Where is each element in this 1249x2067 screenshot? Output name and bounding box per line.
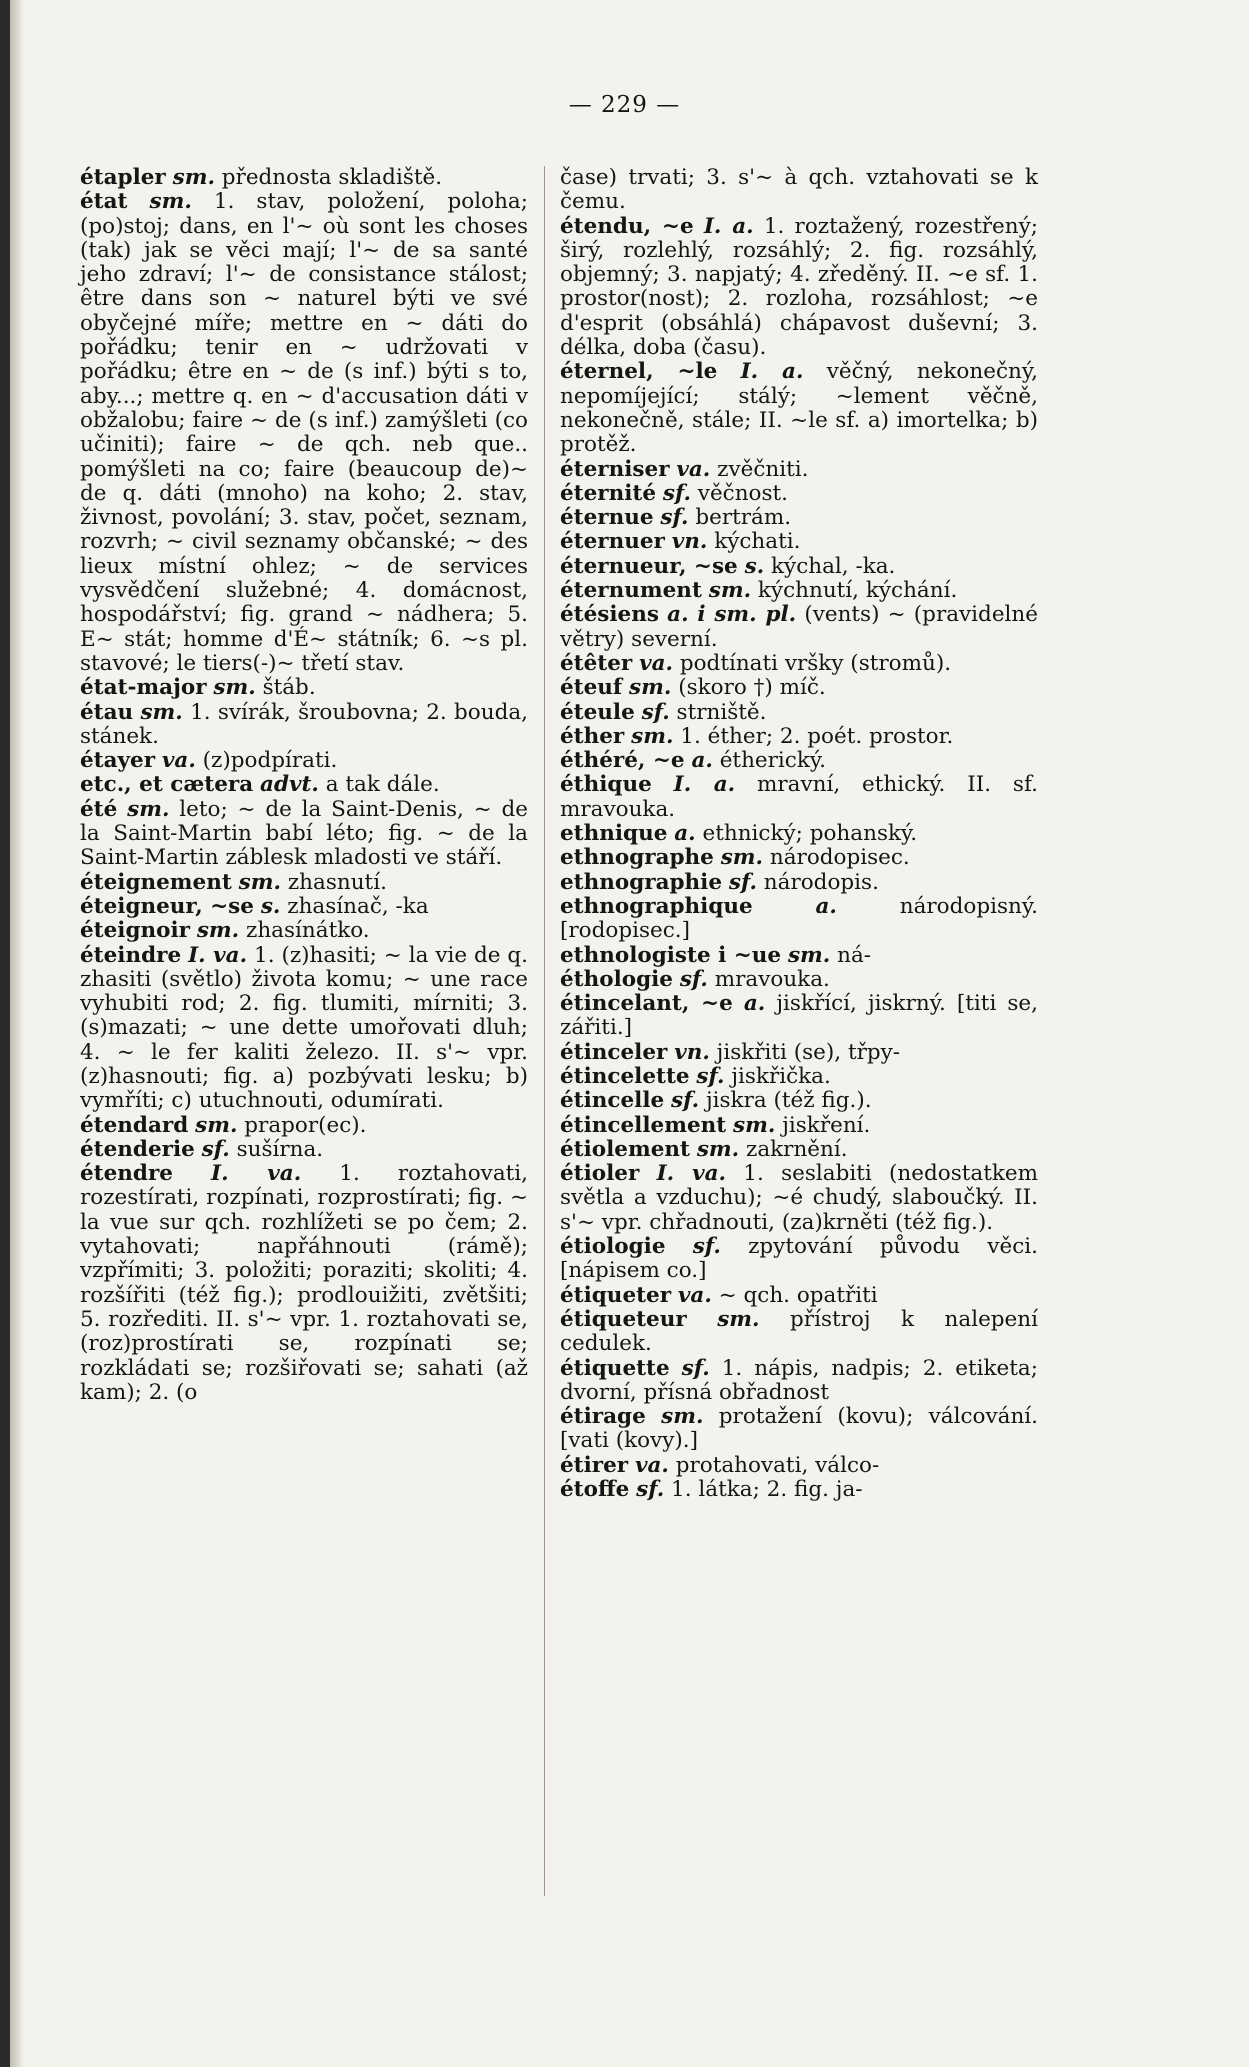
definition-text: kýchati. [714,529,801,555]
dictionary-entry [560,1284,1038,1308]
grammar-label: sm. [787,942,831,968]
definition-text: ethnický; pohanský. [702,821,918,847]
headword: étincellement [560,1112,727,1138]
headword: étiolement [560,1136,690,1162]
dictionary-entry [560,506,1038,530]
left-column [80,166,528,1405]
grammar-label: a. i sm. pl. [667,602,797,628]
definition-text: 1. roztahovati, rozestírati, rozpínati, rozprostírati; fig. ~ la vue sur qch. rozhlížeti se po čem; 2. vytahovati; napřáhnouti (rámě); vzpřímiti; 3. položiti; poraziti; skoliti; 4. rozšířiti (též fig.); prodlouižiti, zvětšiti; 5. rozřediti. II. s'~ vpr. 1. roztahovati se, (roz)prostírati se, rozpínati se; rozkládati se; rozšiřovati se; sahati (až kam); 2. (o [80,1161,528,1405]
definition-text: národopisný. [rodopisec.] [560,893,1038,944]
headword: éternuer [560,529,665,555]
grammar-label: sf. [660,505,689,531]
dictionary-entry [80,798,528,871]
definition-text: 1. stav, položení, poloha; (po)stoj; dans, en l'~ où sont les choses (tak) jak se věci mají; l'~ de sa santé jeho zdraví; l'~ de consistance stálost; être dans son ~ naturel býti ve své obyčejné míře; mettre en ~ dáti do pořádku; tenir en ~ udržovati v pořádku; être en ~ de (s inf.) býti s to, aby...; mettre q. en ~ d'accusation dáti v obžalobu; faire ~ de (s inf.) zamýšleti (co učiniti); faire ~ de qch. neb que.. pomýšleti na co; faire (beaucoup de)~ de q. dáti (mnoho) na koho; 2. stav, živnost, povolání; 3. stav, počet, seznam, rozvrh; ~ civil seznamy občanské; ~ des lieux místní ohlez; ~ de services vysvědčení služebné; 4. domácnost, hospodářství; fig. grand ~ nádhera; 5. E~ stát; homme d'É~ státník; 6. ~s pl. stavové; le tiers(-)~ třetí stav. [80,189,528,676]
definition-text: (z)podpírati. [202,748,338,774]
dictionary-entry [560,895,1038,944]
definition-text: věčný, nekonečný, nepomíjející; stálý; ~lement věčně, nekonečně, stále; II. ~le sf. a) imortelka; b) protěž. [560,359,1038,458]
dictionary-entry [560,773,1038,822]
dictionary-entry [80,1138,528,1162]
grammar-label: advt. [260,772,319,798]
grammar-label: sm. [720,845,764,871]
grammar-label: sm. [172,165,215,190]
grammar-label: sm. [140,699,183,725]
grammar-label: sm. [733,1112,776,1138]
definition-text: mravouka. [714,966,830,992]
definition-text: 1. roztažený, rozestřený; širý, rozlehlý, rozsáhlý; 2. fig. rozsáhlý, objemný; 3. napjatý; 4. zředěný. II. ~e sf. 1. prostor(nost); 2. rozloha, rozsáhlost; ~e d'esprit (obsáhlá) chápavost duševní; 3. délka, doba (času). [560,213,1038,361]
dictionary-entry [560,166,1038,215]
dictionary-entry [80,749,528,773]
headword: étêter [560,650,633,676]
headword: étiqueter [560,1282,672,1308]
definition-text: štáb. [262,675,316,701]
dictionary-entry [560,579,1038,603]
definition-text: ná- [837,942,872,968]
dictionary-entry [560,701,1038,725]
grammar-label: sm. [196,918,240,944]
definition-text: jiskřící, jiskrný. [titi se, zářiti.] [560,991,1038,1041]
definition-text: leto; ~ de la Saint-Denis, ~ de la Saint-Martin babí léto; fig. ~ de la Saint-Martin záblesk mladosti ve stáří. [80,796,528,871]
headword: étendu, ~e [560,213,694,239]
grammar-label: va. [634,1452,669,1478]
dictionary-entry [560,1235,1038,1284]
definition-text: přednosta skladiště. [221,165,443,190]
grammar-label: va. [639,650,673,676]
dictionary-entry [560,749,1038,773]
grammar-label: va. [676,456,711,482]
headword: éteigneur, ~se [80,893,254,919]
headword: éthique [560,772,652,798]
headword: éternument [560,578,702,604]
headword: étiologie [560,1234,666,1260]
scan-edge-shadow [10,0,24,2067]
definition-text: (skoro †) míč. [678,675,826,701]
definition-text: mravní, ethický. II. sf. mravouka. [560,772,1038,822]
grammar-label: I. va. [656,1161,726,1187]
headword: étendre [80,1161,173,1187]
dictionary-entry [80,871,528,895]
headword: état [80,189,128,215]
definition-text: prapor(ec). [244,1112,367,1138]
dictionary-entry [80,773,528,797]
dictionary-entry [560,725,1038,749]
headword: étincelette [560,1063,690,1089]
dictionary-entry [560,652,1038,676]
dictionary-entry [80,701,528,750]
grammar-label: sf. [679,966,708,992]
definition-text: zhasínač, -ka [287,893,429,919]
definition-text: přístroj k nalepení cedulek. [560,1306,1039,1357]
definition-text: bertrám. [695,505,792,531]
dictionary-entry [560,555,1038,579]
headword: éternueur, ~se [560,553,738,579]
dictionary-entry [560,1308,1038,1357]
dictionary-entry [560,992,1038,1041]
headword: éternel, ~le [560,359,718,385]
headword: éteignement [80,869,232,895]
grammar-label: sm. [238,869,281,895]
dictionary-entry [560,1041,1038,1065]
grammar-label: s. [744,553,765,579]
right-column [560,166,1038,1502]
grammar-label: sf. [636,1477,665,1503]
headword: éteindre [80,942,182,968]
dictionary-entry [80,1162,528,1405]
headword: étoffe [560,1477,630,1503]
definition-text: 1. svírák, šroubovna; 2. bouda, stánek. [80,699,528,749]
grammar-label: vn. [674,1039,710,1065]
dictionary-entry [560,458,1038,482]
grammar-label: sm. [149,189,192,215]
grammar-label: sf. [641,699,670,725]
headword: éteule [560,699,635,725]
definition-text: věčnost. [697,480,789,506]
definition-text: étherický. [719,748,826,774]
definition-text: 1. (z)hasiti; ~ la vie de q. zhasiti (světlo) života komu; ~ une race vyhubiti rod; 2. fig. tlumiti, mírniti; 3. (s)mazati; ~ une dette umořovati dluh; 4. ~ le fer kaliti železo. II. s'~ vpr. (z)hasnouti; fig. a) pozbývati lesku; b) vymříti; c) utuchnouti, odumírati. [80,942,529,1114]
grammar-label: sm. [708,578,752,604]
definition-text: kýchnutí, kýchání. [757,578,958,604]
dictionary-entry [560,1114,1038,1138]
dictionary-entry [560,1405,1038,1454]
headword: étirage [560,1404,646,1430]
headword: étincelle [560,1088,665,1114]
headword: étirer [560,1452,629,1478]
grammar-label: sf. [728,869,757,895]
dictionary-entry [560,1478,1038,1502]
headword: éteignoir [80,918,190,944]
grammar-label: sf. [201,1136,230,1162]
grammar-label: sm. [127,796,170,822]
definition-text: národopis. [763,869,879,895]
definition-text: zvěčniti. [717,456,809,482]
headword: été [80,796,118,822]
dictionary-entry [80,944,528,1114]
definition-text: (vents) ~ (pravidelné větry) severní. [560,602,1038,652]
scan-binding-edge [0,0,10,2067]
dictionary-entry [560,676,1038,700]
dictionary-entry [560,1065,1038,1089]
headword: éternité [560,480,657,506]
grammar-label: sf. [692,1234,721,1260]
definition-text: zpytování původu věci. [nápisem co.] [560,1234,1039,1284]
headword: ethnographe [560,845,714,871]
definition-text: podtínati vršky (stromů). [679,650,952,676]
dictionary-entry [560,1138,1038,1162]
definition-text: zhasnutí. [287,869,387,895]
headword: étiqueteur [560,1306,687,1332]
definition-text: 1. nápis, nadpis; 2. etiketa; dvorní, přísná obřadnost [560,1355,1038,1405]
headword: ethnographique [560,893,753,919]
grammar-label: sm. [696,1136,740,1162]
headword: étayer [80,748,156,774]
dictionary-entry [560,603,1038,652]
grammar-label: sf. [696,1063,725,1089]
dictionary-entry [80,190,528,676]
definition-text: jiskřička. [731,1063,831,1089]
grammar-label: sm. [631,723,674,749]
grammar-label: sf. [671,1088,700,1114]
grammar-label: sm. [195,1112,238,1138]
headword: éthologie [560,966,673,992]
grammar-label: sm. [717,1306,760,1332]
grammar-label: vn. [671,529,708,555]
headword: ethnologiste i ~ue [560,942,782,968]
definition-text: 1. éther; 2. poét. prostor. [680,723,954,749]
grammar-label: a. [815,893,837,919]
headword: étiquette [560,1355,670,1381]
headword: étincelant, ~e [560,991,733,1017]
dictionary-entry [560,822,1038,846]
grammar-label: sf. [681,1355,710,1381]
headword: étendard [80,1112,189,1138]
definition-text: čase) trvati; 3. s'~ à qch. vztahovati se k čemu. [560,165,1038,215]
headword: ethnique [560,821,668,847]
definition-text: a tak dále. [325,772,440,798]
definition-text: jiskření. [782,1112,871,1138]
grammar-label: I. a. [740,359,804,385]
dictionary-entry [560,968,1038,992]
grammar-label: sm. [213,675,256,701]
definition-text: 1. látka; 2. fig. ja- [671,1477,863,1503]
grammar-label: s. [260,893,281,919]
dictionary-entry [560,846,1038,870]
headword: étioler [560,1161,640,1187]
headword: étenderie [80,1136,195,1162]
definition-text: národopisec. [769,845,910,871]
dictionary-entry [560,1357,1038,1406]
dictionary-entry [560,871,1038,895]
definition-text: strniště. [676,699,767,725]
grammar-label: va. [161,748,196,774]
dictionary-entry [80,919,528,943]
definition-text: kýchal, -ka. [771,553,896,579]
headword: éthéré, ~e [560,748,685,774]
dictionary-entry [560,1162,1038,1235]
dictionary-entry [560,360,1038,457]
headword: éternue [560,505,654,531]
dictionary-entry [80,166,528,190]
definition-text: protažení (kovu); válcování. [vati (kovy).] [560,1404,1038,1454]
headword: étapler [80,165,166,190]
definition-text: sušírna. [236,1136,324,1162]
headword: état-major [80,675,207,701]
grammar-label: sm. [629,675,672,701]
headword: éteuf [560,675,623,701]
dictionary-entry [560,482,1038,506]
grammar-label: sf. [662,480,691,506]
grammar-label: a. [674,821,696,847]
definition-text: protahovati, válco- [675,1452,880,1478]
headword: etc., et cætera [80,772,254,798]
dictionary-entry [80,676,528,700]
definition-text: 1. seslabiti (nedostatkem světla a vzduchu); ~é chudý, slaboučký. II. s'~ vpr. chřadnouti, (za)krněti (též fig.). [560,1161,1038,1235]
grammar-label: va. [677,1282,712,1308]
grammar-label: I. va. [188,942,248,968]
headword: étésiens [560,602,659,628]
headword: éther [560,723,625,749]
dictionary-entry [80,895,528,919]
headword: étau [80,699,134,725]
dictionary-entry [560,944,1038,968]
definition-text: ~ qch. opatřiti [718,1282,878,1308]
dictionary-entry [80,1114,528,1138]
column-divider [544,166,545,1896]
definition-text: jiskřiti (se), třpy- [716,1039,901,1065]
headword: étinceler [560,1039,668,1065]
definition-text: zakrnění. [746,1136,848,1162]
grammar-label: sm. [661,1404,704,1430]
headword: éterniser [560,456,670,482]
page-number: — 229 — [568,92,681,118]
definition-text: zhasínátko. [246,918,370,944]
grammar-label: a. [691,748,713,774]
dictionary-entry [560,215,1038,361]
dictionary-entry [560,1089,1038,1113]
grammar-label: I. va. [211,1161,302,1187]
definition-text: jiskra (též fig.). [705,1088,872,1114]
headword: ethnographie [560,869,723,895]
dictionary-entry [560,530,1038,554]
grammar-label: a. [743,991,766,1017]
grammar-label: I. a. [673,772,736,798]
grammar-label: I. a. [703,213,754,239]
dictionary-entry [560,1454,1038,1478]
